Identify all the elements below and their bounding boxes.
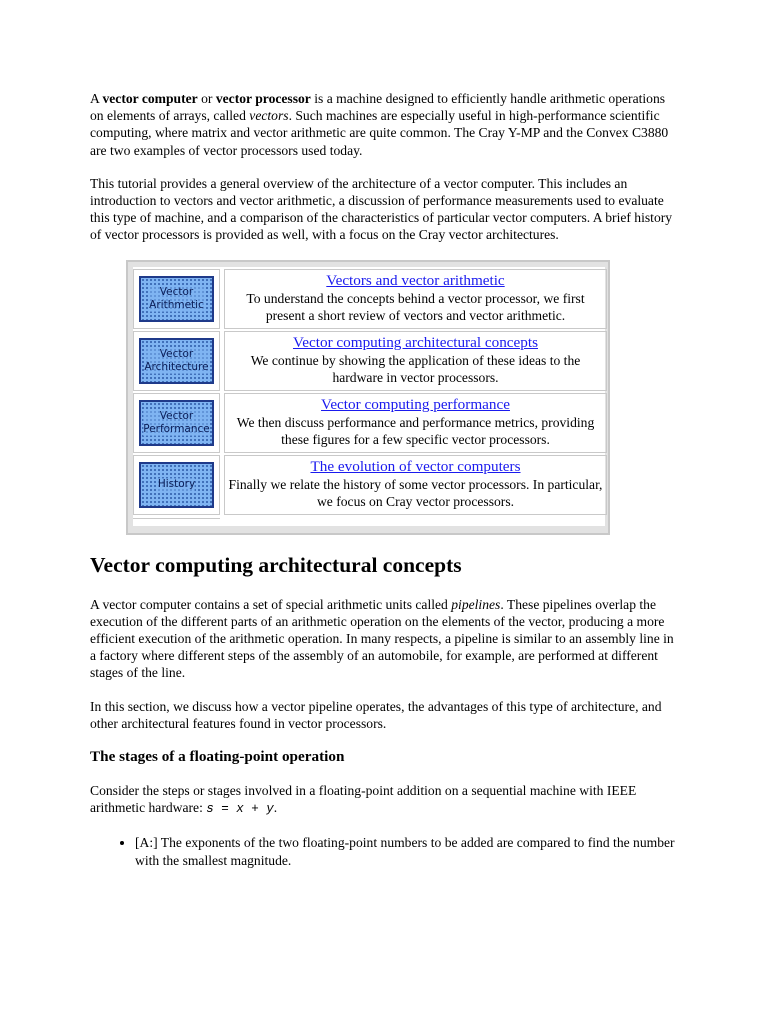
nav-description: We then discuss performance and performance metrics, providing these figures for a few specific vector processors. — [236, 414, 595, 447]
nav-description: To understand the concepts behind a vector processor, we first present a short review of vectors and vector arithmetic. — [246, 290, 585, 323]
table-divider — [133, 518, 220, 527]
nav-icon-cell — [133, 393, 220, 453]
list-item: • [A:] The exponents of the two floating-point numbers to be added are compared to find the number with the smallest magnitude. — [135, 834, 675, 868]
nav-text-cell — [224, 331, 607, 391]
nav-row-vector-architecture — [133, 331, 605, 391]
history-icon[interactable] — [139, 462, 214, 508]
stages-paragraph — [90, 782, 675, 818]
intro-paragraph-2: This tutorial provides a general overview of the architecture of a vector computer. This includes an introduction to vectors and vector arithmetic, a discussion of performance measurements used to evaluate this type of machine, and a comparison of the characteristics of particular vector computers. A brief history of vector processors is provided as well, with a focus on the Cray vector architectures. — [90, 175, 673, 243]
formula: s = x + y — [206, 802, 274, 817]
term-vector-computer: vector computer — [102, 91, 198, 106]
nav-icon-cell — [133, 331, 220, 391]
section-text: . These pipelines overlap the execution of the different parts of an arithmetic operation on the elements of the vector, producing a more efficient execution of the arithmetic operation. In many respects, a pipeline is similar to an assembly line in a factory where different steps of the assembly of an automobile, for example, are performed at different stages of the line. — [90, 596, 674, 681]
nav-row-vector-performance — [133, 393, 605, 453]
section-paragraph-1 — [90, 596, 675, 682]
stages-text: Consider the steps or stages involved in a floating-point addition on a sequential machine with IEEE arithmetic hardware: — [90, 783, 637, 816]
nav-row-history — [133, 455, 605, 515]
link-vector-computing-architectural-concepts[interactable]: Vector computing architectural concepts — [292, 333, 538, 351]
intro-text: A — [90, 91, 103, 106]
intro-text: is a machine designed to efficiently handle arithmetic operations on elements of arrays, called — [90, 91, 666, 124]
vector-architecture-icon[interactable] — [139, 338, 214, 384]
nav-text-cell — [224, 455, 607, 515]
intro-paragraph-1 — [90, 90, 675, 159]
nav-icon-cell — [133, 455, 220, 515]
nav-description: We continue by showing the application of these ideas to the hardware in vector processors. — [250, 352, 581, 385]
section-paragraph-2: In this section, we discuss how a vector pipeline operates, the advantages of this type of architecture, and other architectural features found in vector processors. — [90, 698, 662, 731]
icon-label: Vector Performance — [143, 409, 210, 435]
link-vector-computing-performance[interactable]: Vector computing performance — [321, 395, 510, 413]
intro-text: . Such machines are especially useful in high-performance scientific computing, where matrix and vector arithmetic are quite common. The Cray Y-MP and the Convex C3880 are two examples of vector processors used today. — [90, 108, 669, 158]
nav-text-cell — [224, 393, 607, 453]
topic-navigation-table — [126, 260, 610, 535]
term-vector-processor: vector processor — [215, 91, 311, 106]
section-title: Vector computing architectural concepts — [90, 552, 462, 577]
intro-text: or — [197, 91, 216, 106]
link-evolution-of-vector-computers[interactable]: The evolution of vector computers — [310, 457, 521, 475]
nav-text-cell — [224, 269, 607, 329]
nav-icon-cell — [133, 269, 220, 329]
nav-row-vector-arithmetic — [133, 269, 605, 329]
stages-text: . — [273, 800, 278, 816]
section-text: A vector computer contains a set of special arithmetic units called — [90, 596, 452, 612]
vector-arithmetic-icon[interactable] — [139, 276, 214, 322]
subsection-title: The stages of a floating-point operation — [90, 748, 345, 766]
vector-performance-icon[interactable] — [139, 400, 214, 446]
icon-label: Vector Arithmetic — [149, 285, 204, 311]
term-vectors: vectors — [249, 108, 289, 124]
icon-label: Vector Architecture — [144, 347, 209, 373]
document-page — [90, 90, 675, 869]
nav-description: Finally we relate the history of some vector processors. In particular, we focus on Cray vector processors. — [228, 476, 603, 509]
topic-navigation-inner — [133, 267, 605, 526]
icon-label: History — [157, 478, 196, 491]
link-vectors-and-vector-arithmetic[interactable]: Vectors and vector arithmetic — [326, 271, 505, 289]
term-pipelines: pipelines — [451, 596, 501, 612]
stages-list — [90, 834, 675, 868]
